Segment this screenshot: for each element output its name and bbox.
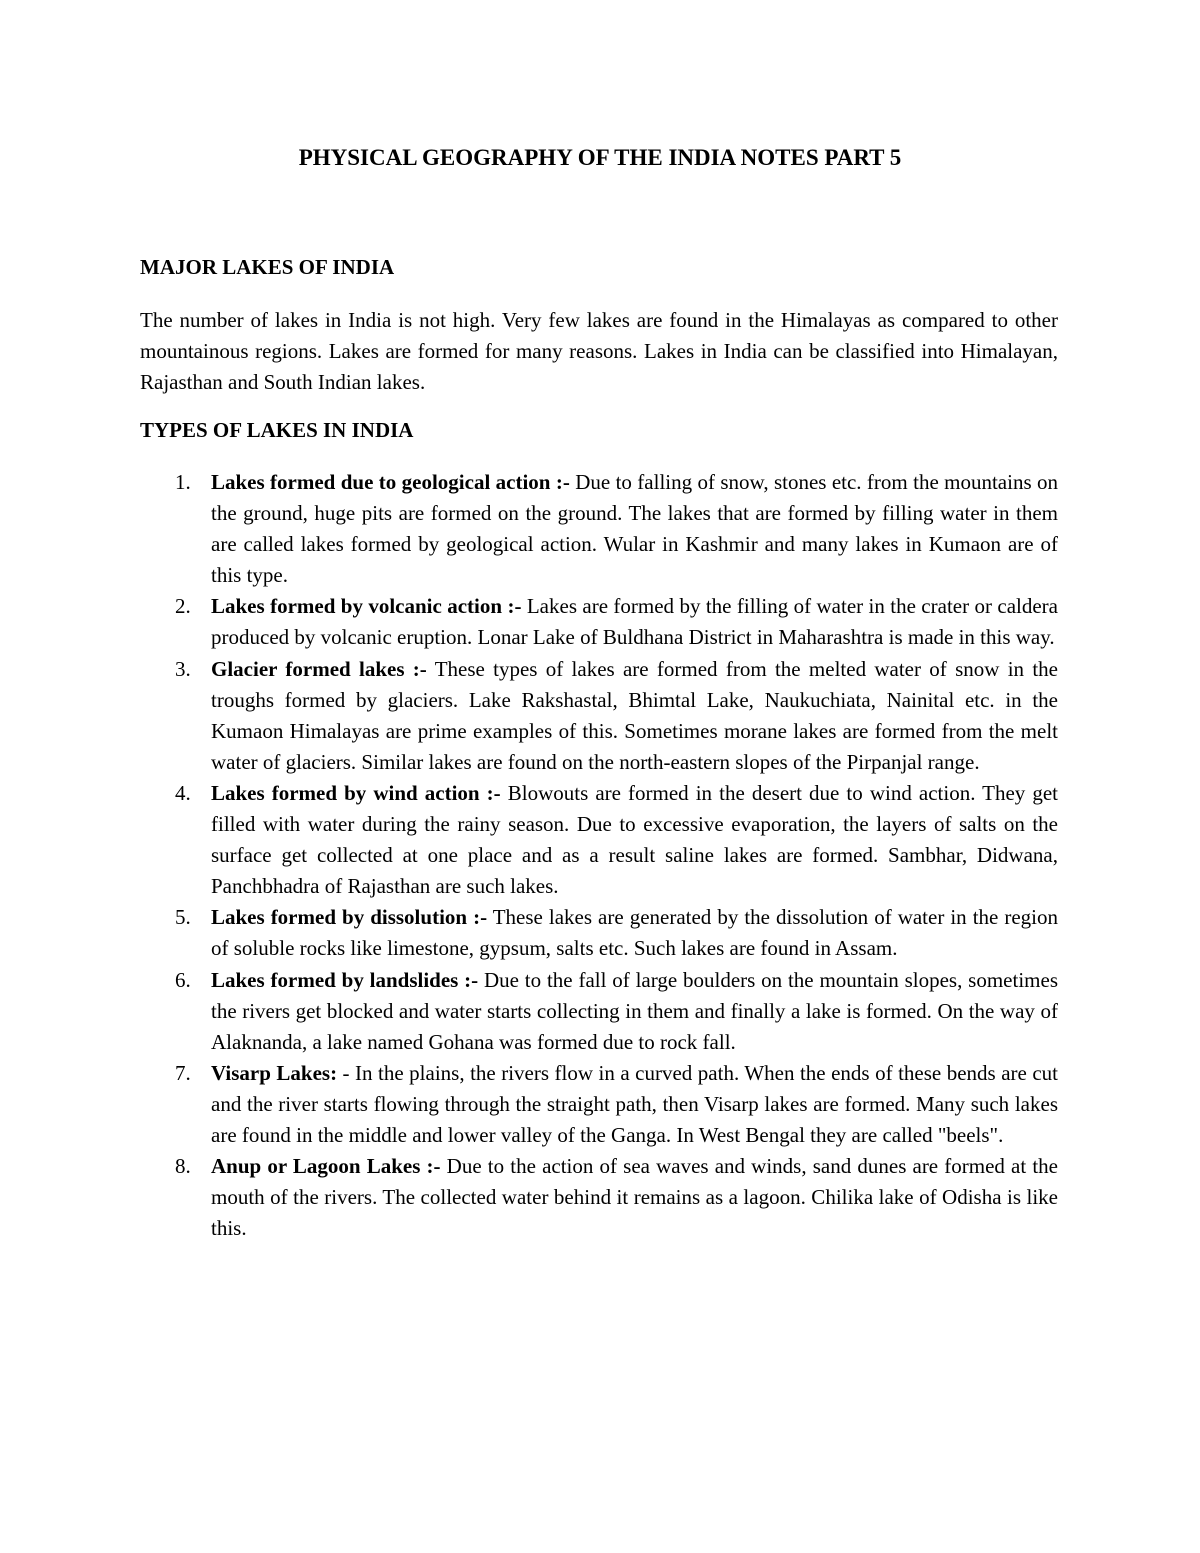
list-item-text: Blowouts are formed in the desert due to wind action. They get filled with water during the rainy season. Due to excessive evaporation, the layers of salts on the surface get collected at one place and as a result saline lakes are formed. Sambhar, Didwana, Panchbhadra of Rajasthan are such lakes. (211, 780, 1059, 899)
lake-types-list (140, 467, 1058, 1244)
list-item-text: Due to the fall of large boulders on the mountain slopes, sometimes the rivers get blocked and water starts collecting in them and finally a lake is formed. On the way of Alaknanda, a lake named Gohana was formed due to rock fall. (211, 967, 1059, 1054)
list-item-term: Anup or Lagoon Lakes :- (211, 1154, 441, 1179)
list-item-number: 2. (175, 594, 191, 619)
list-item-text: Due to falling of snow, stones etc. from the mountains on the ground, huge pits are formed on the ground. The lakes that are formed by filling water in them are called lakes formed by geological action. Wular in Kashmir and many lakes in Kumaon are of this type. (211, 470, 1058, 588)
intro-paragraph: The number of lakes in India is not high. Very few lakes are found in the Himalayas as compared to other mountainous regions. Lakes are formed for many reasons. Lakes in India can be classified into Himalayan, Rajasthan and South Indian lakes. (140, 308, 1058, 394)
page-title: PHYSICAL GEOGRAPHY OF THE INDIA NOTES PART 5 (298, 145, 902, 170)
list-item-term: Lakes formed by landslides :- (211, 967, 479, 992)
list-item-term: Lakes formed by dissolution :- (211, 905, 488, 930)
list-item (140, 778, 1058, 902)
list-item-text: Due to the action of sea waves and winds, sand dunes are formed at the mouth of the rivers. The collected water behind it remains as a lagoon. Chilika lake of Odisha is like this. (211, 1154, 1058, 1241)
list-item-number: 7. (175, 1060, 191, 1085)
list-item-term: Visarp Lakes: (211, 1060, 338, 1085)
list-item-text: These lakes are generated by the dissolution of water in the region of soluble rocks like limestone, gypsum, salts etc. Such lakes are found in Assam. (211, 905, 1059, 961)
section-heading-major-lakes: MAJOR LAKES OF INDIA (140, 255, 395, 279)
list-item-term: Lakes formed by wind action :- (211, 780, 501, 805)
list-item-text: These types of lakes are formed from the melted water of snow in the troughs formed by glaciers. Lake Rakshastal, Bhimtal Lake, Naukuchiata, Nainital etc. in the Kumaon Himalayas are prime examples of this. Sometimes morane lakes are formed from the melt water of glaciers. Similar lakes are found on the north-eastern slopes of the Pirpanjal range. (211, 656, 1058, 774)
list-item (140, 591, 1058, 653)
section-heading-types-of-lakes: TYPES OF LAKES IN INDIA (140, 418, 414, 442)
list-item (140, 1058, 1058, 1151)
list-item (140, 467, 1058, 591)
list-item-number: 8. (175, 1154, 191, 1179)
list-item-text: - In the plains, the rivers flow in a curved path. When the ends of these bends are cut and the river starts flowing through the straight path, then Visarp lakes are formed. Many such lakes are found in the middle and lower valley of the Ganga. In West Bengal they are called "beels". (211, 1060, 1058, 1147)
list-item-term: Lakes formed by volcanic action :- (211, 594, 522, 619)
list-item-number: 1. (175, 470, 191, 494)
list-item-number: 3. (175, 656, 191, 681)
list-item-number: 4. (175, 780, 191, 805)
list-item (140, 965, 1058, 1058)
list-item-number: 6. (175, 967, 191, 992)
list-item (140, 654, 1058, 778)
list-item-term: Glacier formed lakes :- (211, 656, 427, 681)
list-item-text: Lakes are formed by the filling of water in the crater or caldera produced by volcanic eruption. Lonar Lake of Buldhana District in Maharashtra is made in this way. (211, 594, 1058, 650)
list-item-number: 5. (175, 905, 191, 930)
list-item (140, 1151, 1058, 1244)
list-item (140, 902, 1058, 964)
list-item-term: Lakes formed due to geological action :- (211, 470, 570, 494)
